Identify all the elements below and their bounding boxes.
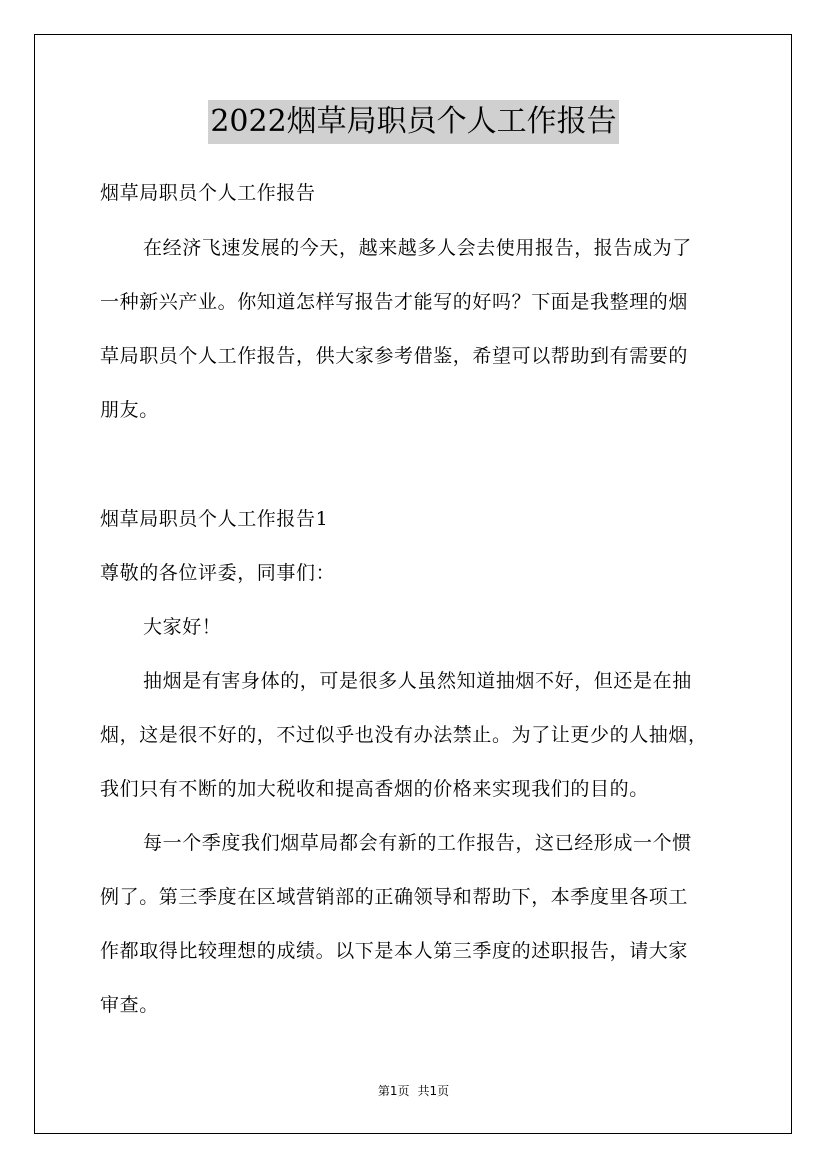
page-footer: [0, 1083, 827, 1099]
paragraph-line: 每一个季度我们烟草局都会有新的工作报告，这已经形成一个惯: [143, 832, 692, 854]
document-title: 2022烟草局职员个人工作报告: [208, 100, 618, 144]
paragraph-line: 在经济飞速发展的今天，越来越多人会去使用报告，报告成为了: [143, 237, 692, 259]
paragraph-line: 烟，这是很不好的，不过似乎也没有办法禁止。为了让更少的人抽烟，: [100, 724, 708, 746]
greeting: 大家好！: [143, 616, 222, 638]
paragraph-line: 例了。第三季度在区域营销部的正确领导和帮助下，本季度里各项工: [100, 886, 689, 908]
section-heading: 烟草局职员个人工作报告1: [100, 508, 329, 530]
paragraph-line: 朋友。: [100, 399, 159, 421]
paragraph-line: 作都取得比较理想的成绩。以下是本人第三季度的述职报告，请大家: [100, 940, 689, 962]
page-total: 共1页: [417, 1084, 450, 1098]
paragraph-line: 草局职员个人工作报告，供大家参考借鉴，希望可以帮助到有需要的: [100, 345, 689, 367]
title-container: [0, 100, 827, 144]
page-number: 第1页: [377, 1084, 410, 1098]
paragraph-line: 抽烟是有害身体的，可是很多人虽然知道抽烟不好，但还是在抽: [143, 670, 692, 692]
paragraph-line: 审查。: [100, 994, 159, 1016]
salutation: 尊敬的各位评委，同事们：: [100, 562, 336, 584]
paragraph-line: 我们只有不断的加大税收和提高香烟的价格来实现我们的目的。: [100, 778, 649, 800]
paragraph-line: 一种新兴产业。你知道怎样写报告才能写的好吗？下面是我整理的烟: [100, 291, 689, 313]
section-heading: 烟草局职员个人工作报告: [100, 182, 316, 204]
